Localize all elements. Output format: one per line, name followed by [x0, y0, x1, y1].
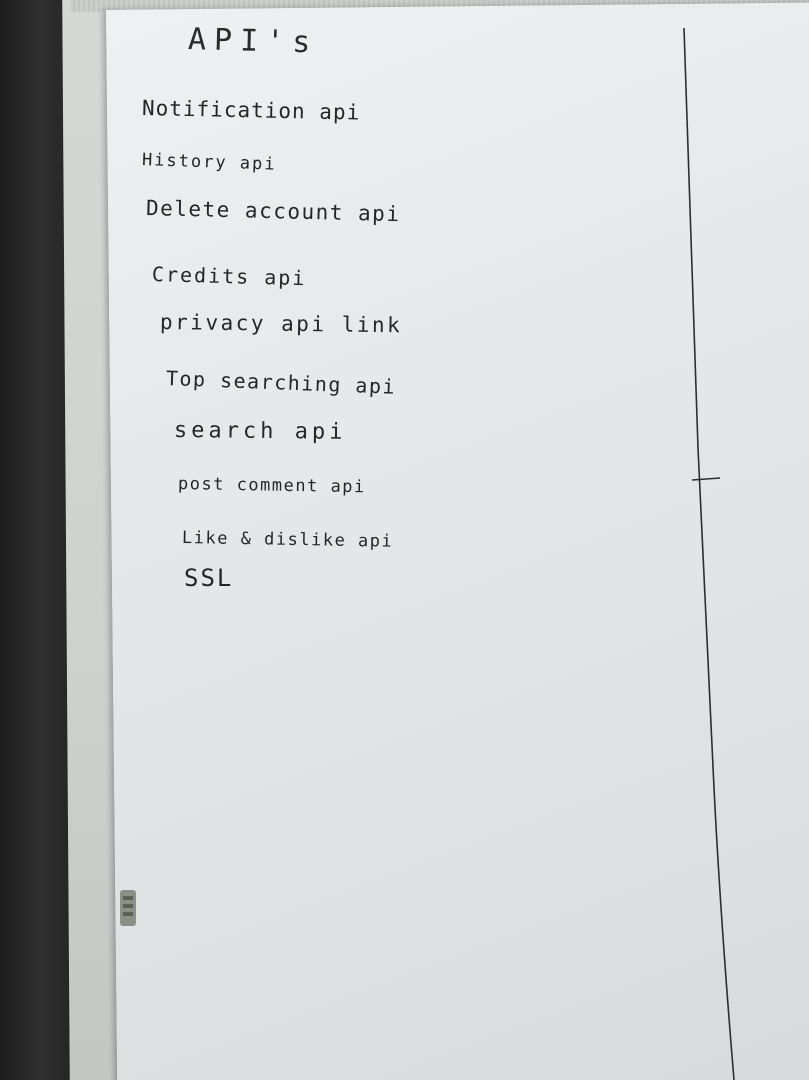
note-line: privacy api link: [159, 310, 403, 338]
note-line: Credits api: [151, 262, 307, 291]
notes-heading: API's: [187, 22, 319, 61]
note-line: Top searching api: [165, 366, 397, 399]
note-line: History api: [141, 150, 277, 175]
note-line: SSL: [184, 564, 234, 592]
note-line: Notification api: [141, 96, 361, 125]
note-line: post comment api: [177, 474, 366, 498]
note-line: Like & dislike api: [181, 528, 394, 552]
note-line: search api: [173, 418, 347, 445]
note-line: Delete account api: [145, 196, 401, 227]
